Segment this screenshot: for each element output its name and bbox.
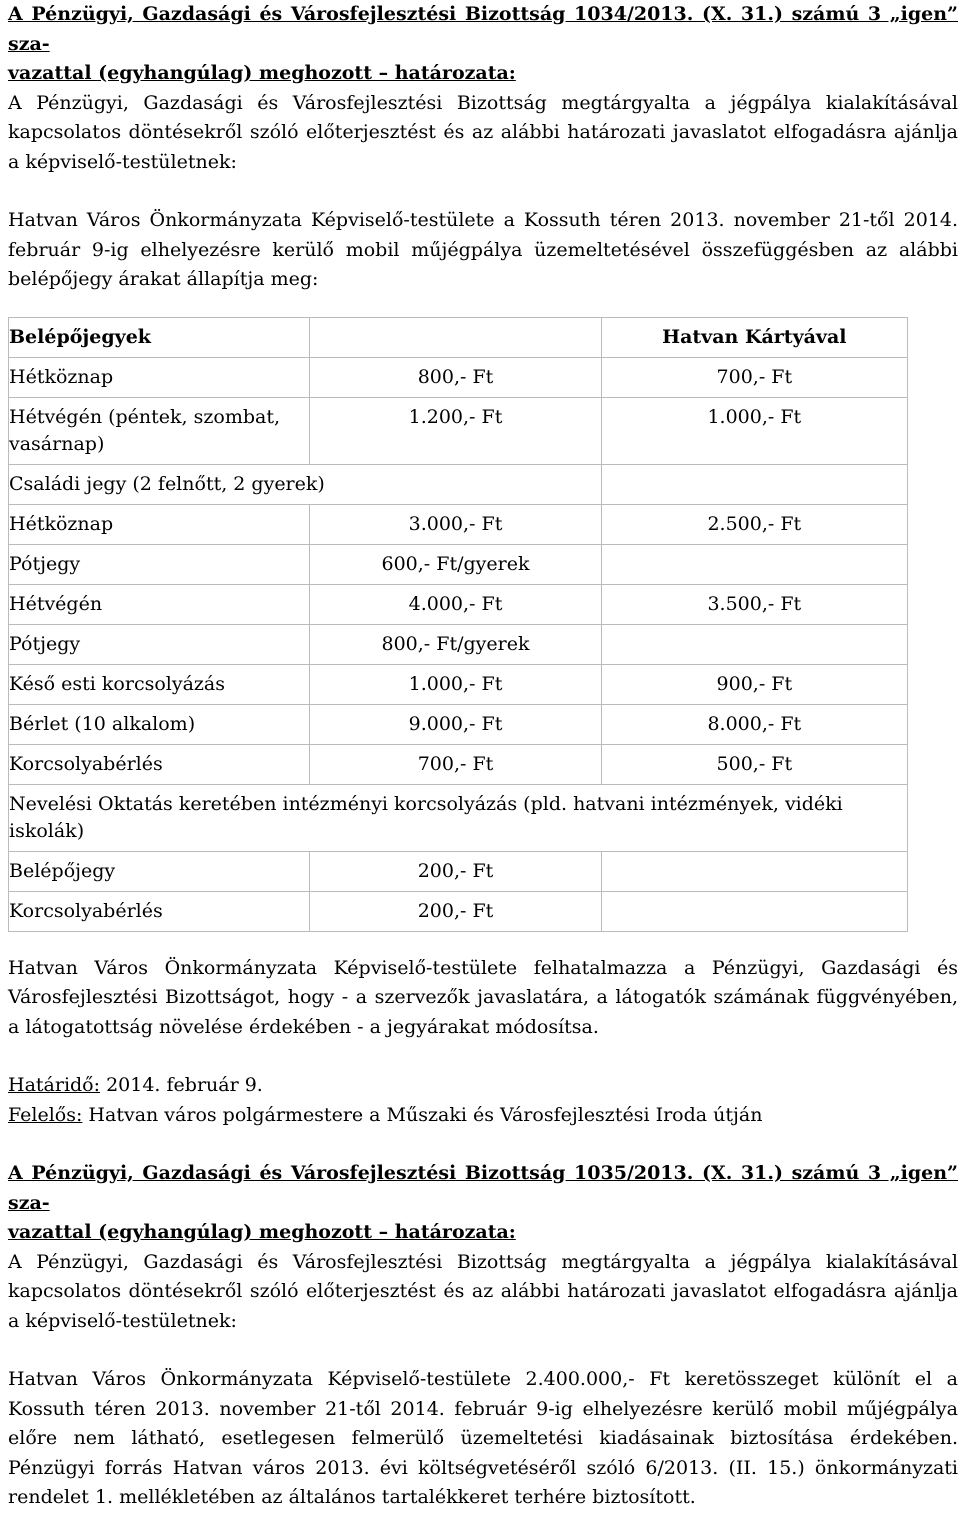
row-price: 700,- Ft bbox=[310, 744, 601, 784]
row-card-price bbox=[601, 851, 907, 891]
row-label: Bérlet (10 alkalom) bbox=[9, 704, 310, 744]
resolution2-body: Hatvan Város Önkormányzata Képviselő-testülete 2.400.000,- Ft keretösszeget különít el a Kossuth téren 2013. november 21-től 2014. február 9-ig elhelyezésre kerülő mobil műjégpálya előre nem látható, esetlegesen felmerülő üzemeltetési kiadásainak biztosítása érdekében. Pénzügyi forrás Hatvan város 2013. évi költségvetéséről szóló 6/2013. (II. 15.) önkormányzati rendelet 1. mellékletében az általános tartalékkeret terhére biztosított. bbox=[8, 1368, 958, 1508]
resolution1-intro: A Pénzügyi, Gazdasági és Városfejlesztési Bizottság megtárgyalta a jégpálya kialakításával kapcsolatos döntésekről szóló előterjesztést és az alábbi határozati javaslatot elfogadásra ajánlja a képviselő-testületnek: bbox=[8, 91, 958, 173]
table-row bbox=[9, 584, 908, 624]
resolution2-heading-line2: vazattal (egyhangúlag) meghozott – határozata: bbox=[8, 1221, 516, 1243]
row-price: 1.000,- Ft bbox=[310, 664, 601, 704]
row-card-price bbox=[601, 891, 907, 931]
header-tickets: Belépőjegyek bbox=[9, 317, 310, 357]
row-price: 1.200,- Ft bbox=[310, 397, 601, 464]
resolution1-heading-line1: A Pénzügyi, Gazdasági és Városfejlesztési Bizottság 1034/2013. (X. 31.) számú 3 „igen” sza- bbox=[8, 3, 958, 55]
table-row bbox=[9, 664, 908, 704]
responsible-label: Felelős: bbox=[8, 1103, 83, 1126]
row-card-price bbox=[601, 544, 907, 584]
deadline-value: 2014. február 9. bbox=[100, 1074, 263, 1096]
row-label: Késő esti korcsolyázás bbox=[9, 664, 310, 704]
row-label: Pótjegy bbox=[9, 624, 310, 664]
row-price: 800,- Ft bbox=[310, 357, 601, 397]
row-card-price: 2.500,- Ft bbox=[601, 504, 907, 544]
resolution1-heading-line2: vazattal (egyhangúlag) meghozott – határozata: bbox=[8, 62, 516, 84]
row-label: Belépőjegy bbox=[9, 851, 310, 891]
row-label: Pótjegy bbox=[9, 544, 310, 584]
row-card-price bbox=[601, 624, 907, 664]
row-label: Korcsolyabérlés bbox=[9, 891, 310, 931]
row-card-price: 1.000,- Ft bbox=[601, 397, 907, 464]
row-card-price: 3.500,- Ft bbox=[601, 584, 907, 624]
row-label: Hétköznap bbox=[9, 504, 310, 544]
row-label: Hétvégén bbox=[9, 584, 310, 624]
responsible-value: Hatvan város polgármestere a Műszaki és Városfejlesztési Iroda útján bbox=[82, 1103, 763, 1126]
header-hatvan-card: Hatvan Kártyával bbox=[601, 317, 907, 357]
table-row bbox=[9, 624, 908, 664]
resolution1-authorization: Hatvan Város Önkormányzata Képviselő-testülete felhatalmazza a Pénzügyi, Gazdasági és Városfejlesztési Bizottságot, hogy - a szervezők javaslatára, a látogatók számának függvényében, a látogatottság növelése érdekében - a jegyárakat módosítsa. bbox=[8, 956, 958, 1038]
table-row bbox=[9, 464, 908, 504]
resolution1-responsible bbox=[8, 1101, 958, 1131]
row-price: 3.000,- Ft bbox=[310, 504, 601, 544]
table-row bbox=[9, 357, 908, 397]
row-price: 9.000,- Ft bbox=[310, 704, 601, 744]
table-row bbox=[9, 784, 908, 851]
resolution2-intro: A Pénzügyi, Gazdasági és Városfejlesztési Bizottság megtárgyalta a jégpálya kialakításával kapcsolatos döntésekről szóló előterjesztést és az alábbi határozati javaslatot elfogadásra ajánlja a képviselő-testületnek: bbox=[8, 1250, 958, 1332]
row-card-price: 8.000,- Ft bbox=[601, 704, 907, 744]
row-card-price bbox=[601, 464, 907, 504]
resolution1-deadline bbox=[8, 1071, 958, 1101]
table-row bbox=[9, 744, 908, 784]
row-label: Hétvégén (péntek, szombat, vasárnap) bbox=[9, 397, 310, 464]
table-row bbox=[9, 704, 908, 744]
document-page bbox=[8, 0, 958, 1513]
row-price: 600,- Ft/gyerek bbox=[310, 544, 601, 584]
table-row bbox=[9, 851, 908, 891]
resolution2-heading-line1: A Pénzügyi, Gazdasági és Városfejlesztési Bizottság 1035/2013. (X. 31.) számú 3 „igen” sza- bbox=[8, 1162, 958, 1214]
row-card-price: 500,- Ft bbox=[601, 744, 907, 784]
resolution1-body: Hatvan Város Önkormányzata Képviselő-testülete a Kossuth téren 2013. november 21-től 2014. február 9-ig elhelyezésre kerülő mobil műjégpálya üzemeltetésével összefüggésben az alábbi belépőjegy árakat állapítja meg: bbox=[8, 209, 958, 290]
row-label: Hétköznap bbox=[9, 357, 310, 397]
education-heading: Nevelési Oktatás keretében intézményi korcsolyázás (pld. hatvani intézmények, vidéki iskolák) bbox=[9, 784, 908, 851]
row-label: Családi jegy (2 felnőtt, 2 gyerek) bbox=[9, 464, 602, 504]
row-price: 200,- Ft bbox=[310, 851, 601, 891]
price-table bbox=[8, 317, 908, 932]
table-row bbox=[9, 891, 908, 931]
header-empty bbox=[310, 317, 601, 357]
row-card-price: 900,- Ft bbox=[601, 664, 907, 704]
row-price: 800,- Ft/gyerek bbox=[310, 624, 601, 664]
table-row bbox=[9, 397, 908, 464]
deadline-label: Határidő: bbox=[8, 1074, 101, 1096]
row-price: 4.000,- Ft bbox=[310, 584, 601, 624]
table-row bbox=[9, 544, 908, 584]
table-row bbox=[9, 504, 908, 544]
row-card-price: 700,- Ft bbox=[601, 357, 907, 397]
row-price: 200,- Ft bbox=[310, 891, 601, 931]
row-label: Korcsolyabérlés bbox=[9, 744, 310, 784]
table-header-row bbox=[9, 317, 908, 357]
